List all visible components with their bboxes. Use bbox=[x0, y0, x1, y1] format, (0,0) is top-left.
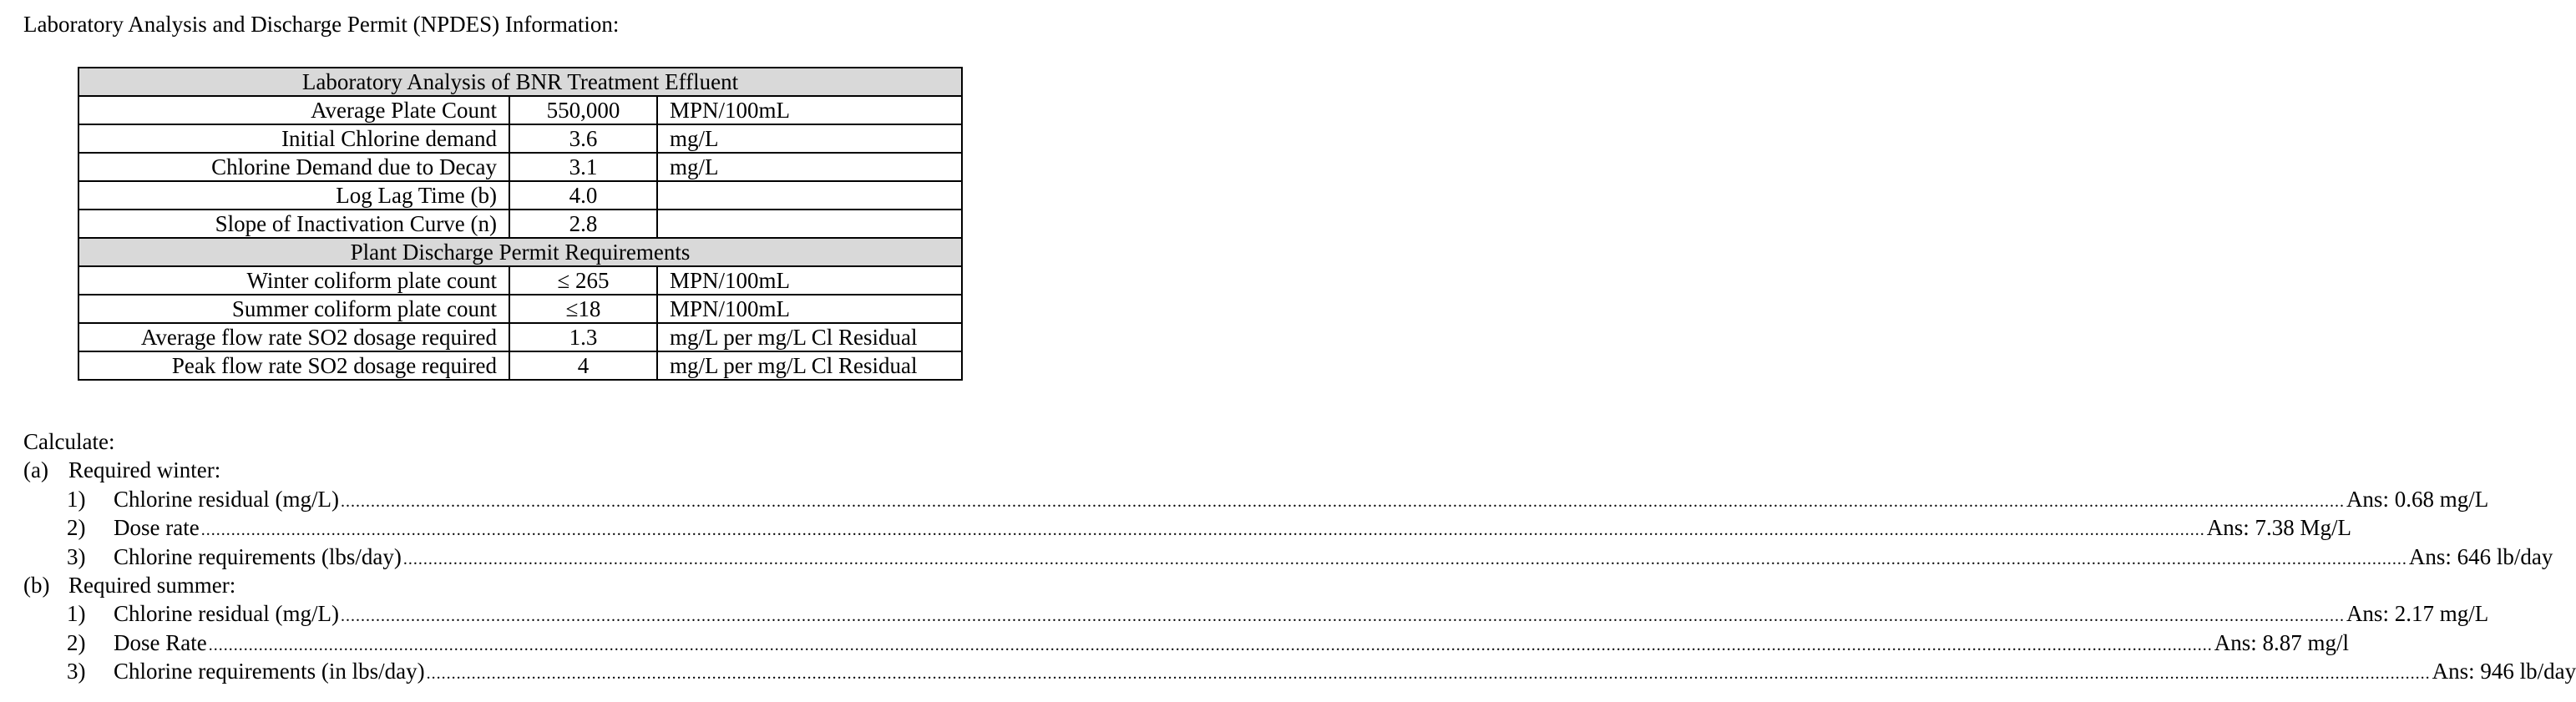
item-number: 1) bbox=[67, 486, 86, 512]
item-answer: Ans: 8.87 mg/l bbox=[2214, 629, 2349, 655]
table-row bbox=[78, 124, 962, 153]
row-unit bbox=[657, 181, 962, 210]
row-value: 3.6 bbox=[509, 124, 657, 153]
item-text: Dose rate bbox=[114, 515, 200, 541]
row-label: Winter coliform plate count bbox=[78, 266, 509, 295]
row-unit bbox=[657, 210, 962, 238]
row-label: Average Plate Count bbox=[78, 96, 509, 124]
item-text: Dose Rate bbox=[114, 629, 207, 655]
dot-leader: ................................................................................................................................................................................................................................................................................................................................................................................................................ bbox=[200, 521, 2205, 540]
table-row bbox=[78, 295, 962, 323]
part-label: (b) bbox=[23, 572, 50, 598]
part-title: Required winter: bbox=[68, 457, 221, 483]
row-unit: MPN/100mL bbox=[657, 295, 962, 323]
list-item bbox=[23, 629, 2349, 657]
row-unit: mg/L per mg/L Cl Residual bbox=[657, 351, 962, 380]
table-row bbox=[78, 96, 962, 124]
item-text: Chlorine requirements (in lbs/day) bbox=[114, 659, 425, 684]
lab-section-title: Laboratory Analysis of BNR Treatment Effluent bbox=[78, 68, 962, 96]
item-text: Chlorine requirements (lbs/day) bbox=[114, 543, 402, 569]
row-value: 4 bbox=[509, 351, 657, 380]
table-row bbox=[78, 323, 962, 351]
item-number: 3) bbox=[67, 659, 86, 684]
item-number: 2) bbox=[67, 629, 86, 655]
row-unit: MPN/100mL bbox=[657, 96, 962, 124]
item-text: Chlorine residual (mg/L) bbox=[114, 601, 339, 627]
item-number: 2) bbox=[67, 515, 86, 541]
item-answer: Ans: 7.38 Mg/L bbox=[2206, 515, 2351, 541]
part-heading bbox=[23, 571, 1061, 599]
part-heading bbox=[23, 456, 1061, 484]
table-row bbox=[78, 351, 962, 380]
list-item bbox=[23, 657, 2576, 685]
row-value: 4.0 bbox=[509, 181, 657, 210]
item-text: Chlorine residual (mg/L) bbox=[114, 486, 339, 512]
table-section-row bbox=[78, 238, 962, 266]
list-item bbox=[23, 485, 2489, 513]
row-value: 550,000 bbox=[509, 96, 657, 124]
calculate-title: Calculate: bbox=[23, 429, 115, 454]
row-unit: MPN/100mL bbox=[657, 266, 962, 295]
row-label: Summer coliform plate count bbox=[78, 295, 509, 323]
row-value: 3.1 bbox=[509, 153, 657, 181]
row-label: Chlorine Demand due to Decay bbox=[78, 153, 509, 181]
dot-leader: ................................................................................................................................................................................................................................................................................................................................................................................................................ bbox=[340, 607, 2345, 626]
dot-leader: ................................................................................................................................................................................................................................................................................................................................................................................................................ bbox=[402, 549, 2407, 568]
row-unit: mg/L bbox=[657, 124, 962, 153]
row-label: Peak flow rate SO2 dosage required bbox=[78, 351, 509, 380]
list-item bbox=[23, 599, 2489, 628]
row-value: ≤ 265 bbox=[509, 266, 657, 295]
table-row bbox=[78, 210, 962, 238]
dot-leader: ................................................................................................................................................................................................................................................................................................................................................................................................................ bbox=[426, 664, 2431, 684]
table-section-row bbox=[78, 68, 962, 96]
table-row bbox=[78, 266, 962, 295]
table-row bbox=[78, 153, 962, 181]
list-item bbox=[23, 513, 2351, 542]
row-label: Log Lag Time (b) bbox=[78, 181, 509, 210]
row-label: Slope of Inactivation Curve (n) bbox=[78, 210, 509, 238]
page-heading: Laboratory Analysis and Discharge Permit (NPDES) Information: bbox=[23, 12, 620, 37]
item-answer: Ans: 946 lb/day bbox=[2432, 659, 2576, 684]
permit-section-title: Plant Discharge Permit Requirements bbox=[78, 238, 962, 266]
lab-analysis-table bbox=[78, 67, 963, 381]
part-label: (a) bbox=[23, 457, 48, 483]
item-number: 3) bbox=[67, 543, 86, 569]
list-item bbox=[23, 543, 2553, 571]
row-label: Initial Chlorine demand bbox=[78, 124, 509, 153]
table-row bbox=[78, 181, 962, 210]
row-unit: mg/L bbox=[657, 153, 962, 181]
item-answer: Ans: 0.68 mg/L bbox=[2346, 486, 2489, 512]
row-unit: mg/L per mg/L Cl Residual bbox=[657, 323, 962, 351]
item-number: 1) bbox=[67, 601, 86, 627]
item-answer: Ans: 646 lb/day bbox=[2408, 543, 2553, 569]
row-value: 1.3 bbox=[509, 323, 657, 351]
dot-leader: ................................................................................................................................................................................................................................................................................................................................................................................................................ bbox=[208, 635, 2213, 654]
calculate-section bbox=[23, 427, 2576, 686]
part-title: Required summer: bbox=[68, 572, 236, 598]
row-value: ≤18 bbox=[509, 295, 657, 323]
dot-leader: ................................................................................................................................................................................................................................................................................................................................................................................................................ bbox=[340, 492, 2345, 511]
row-value: 2.8 bbox=[509, 210, 657, 238]
row-label: Average flow rate SO2 dosage required bbox=[78, 323, 509, 351]
item-answer: Ans: 2.17 mg/L bbox=[2346, 601, 2489, 627]
